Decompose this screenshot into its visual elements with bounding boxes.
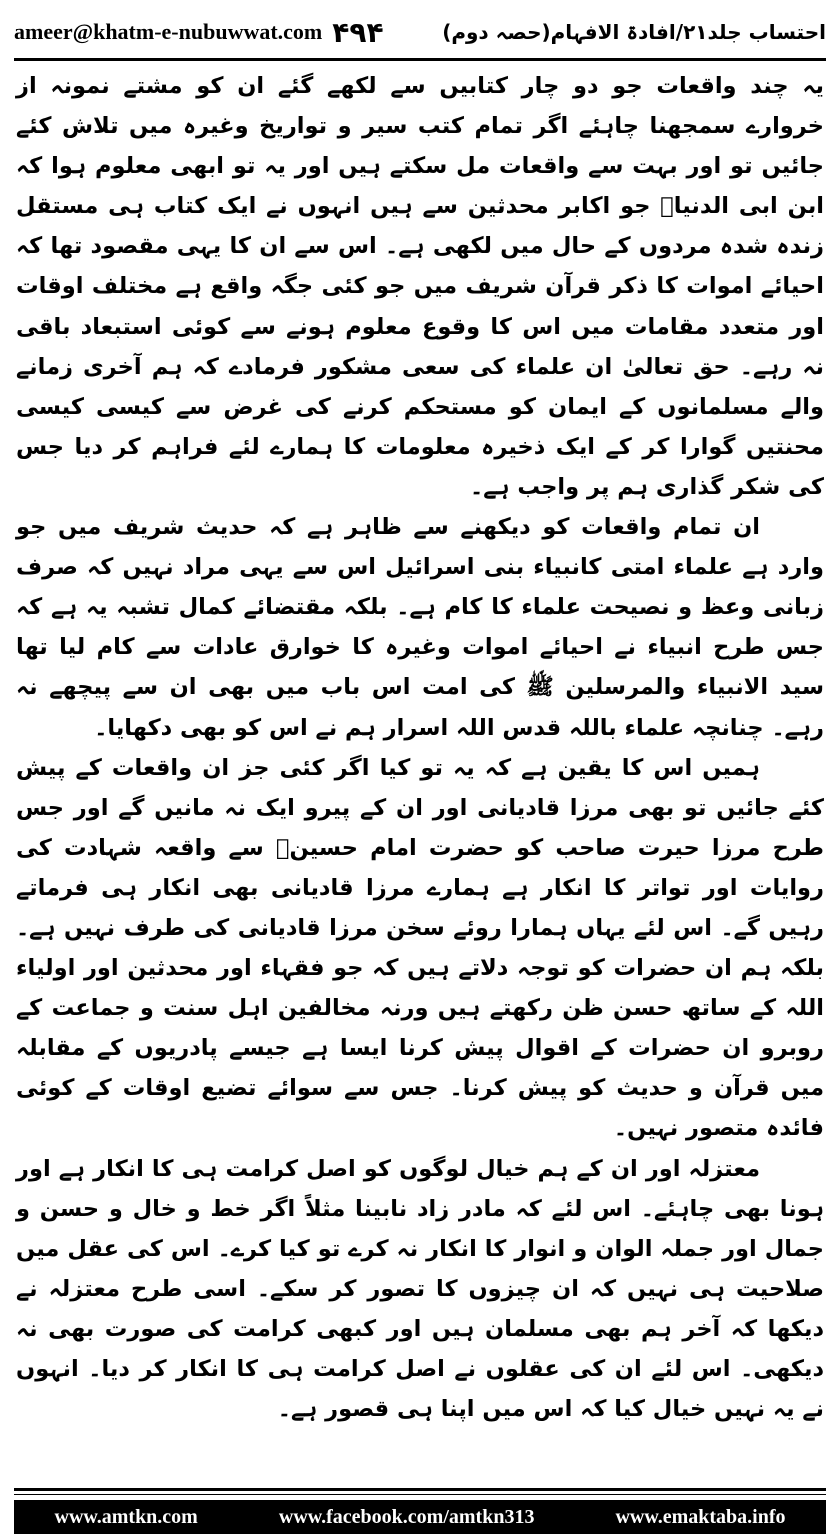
footer-link-emaktaba[interactable]: www.emaktaba.info <box>615 1505 786 1528</box>
footer-rule-thick <box>14 1488 826 1491</box>
paragraph-3: ہمیں اس کا یقین ہے کہ یہ تو کیا اگر کئی جز ان واقعات کے پیش کئے جائیں تو بھی مرزا قادیانی اور ان کے پیرو ایک نہ مانیں گے اور جس طرح مرزا حیرت صاحب کو حضرت امام حسینؓ سے واقعہ شہادت کی روایات اور تواتر کا انکار ہے ہمارے مرزا قادیانی بھی انکار ہی فرماتے رہیں گے۔ اس لئے یہاں ہمارا روئے سخن مرزا قادیانی کی طرف نہیں ہے۔ بلکہ ہم ان حضرات کو توجہ دلاتے ہیں کہ جو فقہاء اور محدثین اور اولیاء اللہ کے ساتھ حسن ظن رکھتے ہیں ورنہ مخالفین اہل سنت و جماعت کے روبرو ان حضرات کے اقوال پیش کرنا ایسا ہے جیسے پادریوں کے مقابلہ میں قرآن و حدیث کو پیش کرنا۔ جس سے سوائے تضیع اوقات کے کوئی فائدہ متصور نہیں۔ <box>16 754 824 1142</box>
page-number: ۴۹۴ <box>332 15 384 49</box>
page-body <box>16 66 824 1472</box>
header-rule <box>14 58 826 61</box>
paragraph-2: ان تمام واقعات کو دیکھنے سے ظاہر ہے کہ حدیث شریف میں جو وارد ہے علماء امتی کانبیاء بنی اسرائیل اس سے یہی مراد نہیں کہ صرف زبانی وعظ و نصیحت علماء کا کام ہے۔ بلکہ مقتضائے کمال تشبہ یہ ہے کہ جس طرح انبیاء نے احیائے اموات وغیرہ کا خوارق عادات سے کام لیا تھا سید الانبیاء والمرسلین ﷺ کی امت اس باب میں بھی ان سے پیچھے نہ رہے۔ چنانچہ علماء باللہ قدس اللہ اسرار ہم نے اس کو بھی دکھایا۔ <box>16 514 824 741</box>
footer-rule-thin <box>14 1494 826 1495</box>
header-left <box>14 16 384 49</box>
footer-link-amtkn[interactable]: www.amtkn.com <box>54 1505 198 1528</box>
paragraph-1: یہ چند واقعات جو دو چار کتابیں سے لکھے گئے ان کو مشتے نمونہ از خروارے سمجھنا چاہئے اگر تمام کتب سیر و تواریخ وغیرہ میں تلاش کئے جائیں تو اور بہت سے واقعات مل سکتے ہیں اور یہ تو ابھی معلوم ہوا کہ ابن ابی الدنیاؒ جو اکابر محدثین سے ہیں انہوں نے ایک کتاب ہی مستقل زندہ شدہ مردوں کے حال میں لکھی ہے۔ اس سے ان کا یہی مقصود تھا کہ احیائے اموات کا ذکر قرآن شریف میں جو کئی جگہ واقع ہے مختلف اوقات اور متعدد مقامات میں اس کا وقوع معلوم ہونے سے کوئی استبعاد باقی نہ رہے۔ حق تعالیٰ ان علماء کی سعی مشکور فرمادے کہ ہم آخری زمانے والے مسلمانوں کے ایمان کو مستحکم کرنے کی غرض سے کیسی کیسی محنتیں گوارا کر کے ایک ذخیرہ معلومات کا ہمارے لئے فراہم کر دیا جس کی شکر گذاری ہم پر واجب ہے۔ <box>16 73 824 500</box>
header-email: ameer@khatm-e-nubuwwat.com <box>14 19 323 44</box>
page-footer <box>14 1500 826 1534</box>
paragraph-4: معتزلہ اور ان کے ہم خیال لوگوں کو اصل کرامت ہی کا انکار ہے اور ہونا بھی چاہئے۔ اس لئے کہ مادر زاد نابینا مثلاً اگر خط و خال و حسن و جمال اور جملہ الوان و انوار کا انکار نہ کرے تو کیا کرے۔ اس کی عقل میں صلاحیت ہی نہیں کہ ان چیزوں کا تصور کر سکے۔ اسی طرح معتزلہ نے دیکھا کہ آخر ہم بھی مسلمان ہیں اور کبھی کرامت کی صورت بھی نہ دیکھی۔ اس لئے ان کی عقلوں نے اصل کرامت ہی کا انکار کر دیا۔ انہوں نے یہ نہیں خیال کیا کہ اس میں اپنا ہی قصور ہے۔ <box>16 1155 824 1423</box>
book-title: احتساب جلد۲۱/افادۃ الافہام(حصہ دوم) <box>442 20 826 44</box>
page-header <box>14 12 826 52</box>
footer-link-facebook[interactable]: www.facebook.com/amtkn313 <box>278 1505 535 1528</box>
